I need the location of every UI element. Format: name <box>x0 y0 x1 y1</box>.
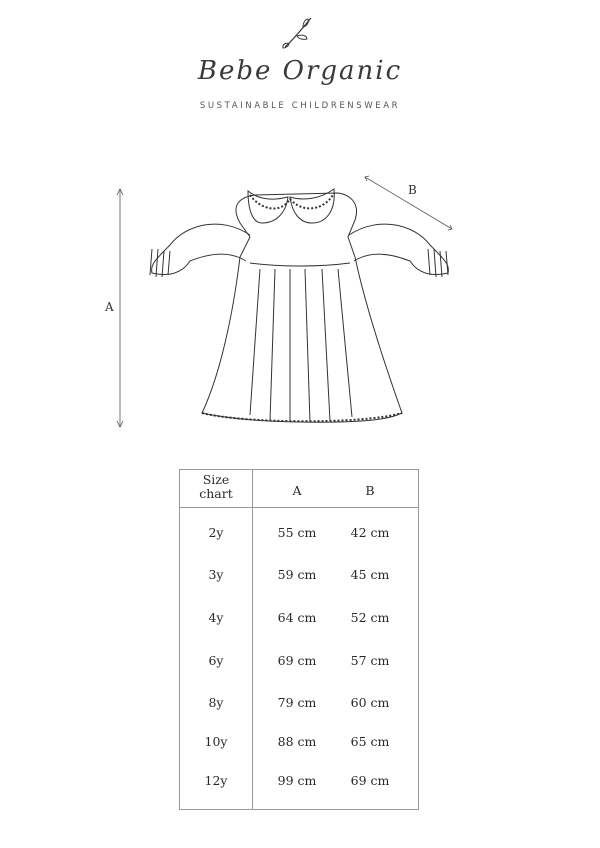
dimension-a <box>104 189 123 427</box>
brand-tagline: SUSTAINABLE CHILDRENSWEAR <box>199 101 401 111</box>
size-cell: 12y <box>204 773 228 788</box>
measurement-b-cell: 52 cm <box>350 610 390 625</box>
measurement-a-cell: 64 cm <box>277 610 317 625</box>
leaf-sprig-icon <box>279 14 325 50</box>
measurement-b-cell: 69 cm <box>350 773 390 788</box>
size-cell: 4y <box>208 610 224 625</box>
measurement-b-cell: 60 cm <box>350 695 390 710</box>
measurement-a-cell: 59 cm <box>277 567 317 582</box>
column-divider <box>252 470 253 809</box>
size-cell: 10y <box>204 734 228 749</box>
column-b-header: B <box>365 483 375 498</box>
measurement-a-cell: 99 cm <box>277 773 317 788</box>
dimension-a-label: A <box>105 300 114 314</box>
header-divider <box>180 507 418 508</box>
dress-illustration <box>90 165 510 440</box>
measurement-a-cell: 69 cm <box>277 653 317 668</box>
measurement-b-cell: 65 cm <box>350 734 390 749</box>
measurement-a-cell: 55 cm <box>277 525 317 540</box>
measurement-b-cell: 42 cm <box>350 525 390 540</box>
dress-sketch <box>150 189 448 422</box>
size-chart-header: Size chart <box>199 472 233 501</box>
size-cell: 8y <box>208 695 224 710</box>
measurement-a-cell: 79 cm <box>277 695 317 710</box>
measurement-a-cell: 88 cm <box>277 734 317 749</box>
size-chart-table <box>179 469 419 810</box>
column-a-header: A <box>292 483 302 498</box>
size-cell: 3y <box>208 567 224 582</box>
dimension-b-label: B <box>408 183 417 197</box>
brand-name: Bebe Organic <box>197 56 403 86</box>
measurement-b-cell: 57 cm <box>350 653 390 668</box>
size-cell: 2y <box>208 525 224 540</box>
size-cell: 6y <box>208 653 224 668</box>
measurement-b-cell: 45 cm <box>350 567 390 582</box>
dimension-b <box>365 176 452 230</box>
